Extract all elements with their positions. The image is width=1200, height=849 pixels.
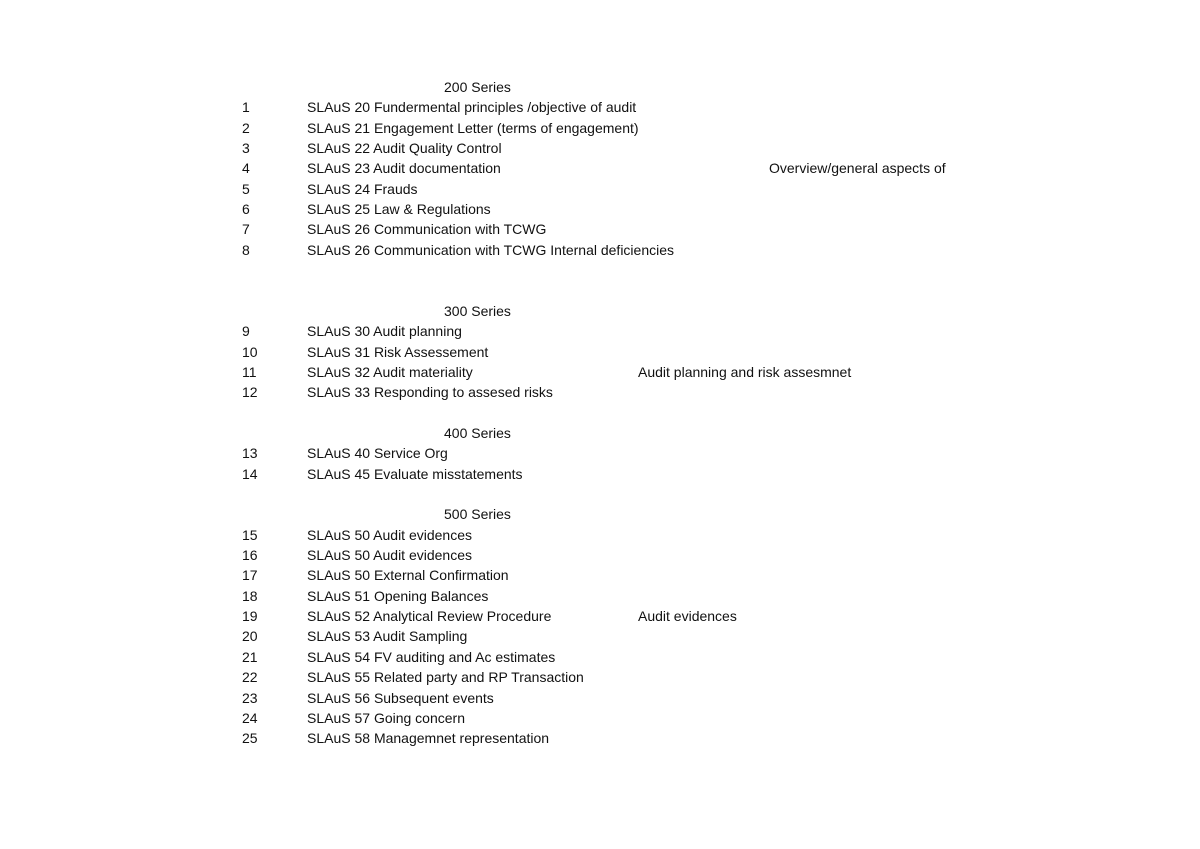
- item-standard: SLAuS 50 External Confirmation: [307, 567, 509, 583]
- item-number: 15: [242, 527, 258, 543]
- item-standard: SLAuS 31 Risk Assessement: [307, 344, 489, 360]
- item-number: 23: [242, 690, 258, 706]
- item-standard: SLAuS 45 Evaluate misstatements: [307, 466, 523, 482]
- item-standard: SLAuS 26 Communication with TCWG Internal deficiencies: [307, 242, 675, 258]
- item-standard: SLAuS 58 Managemnet representation: [307, 730, 550, 746]
- item-number: 2: [242, 120, 250, 136]
- item-standard: SLAuS 23 Audit documentation: [307, 160, 501, 176]
- item-number: 10: [242, 344, 258, 360]
- item-number: 16: [242, 547, 258, 563]
- item-standard: SLAuS 50 Audit evidences: [307, 547, 473, 563]
- item-number: 11: [242, 364, 257, 380]
- item-standard: SLAuS 56 Subsequent events: [307, 690, 494, 706]
- item-number: 6: [242, 201, 250, 217]
- series-500-heading: 500 Series: [444, 506, 511, 522]
- item-number: 9: [242, 323, 250, 339]
- item-number: 3: [242, 140, 250, 156]
- item-standard: SLAuS 33 Responding to assesed risks: [307, 384, 553, 400]
- item-standard: SLAuS 51 Opening Balances: [307, 588, 489, 604]
- item-number: 17: [242, 567, 258, 583]
- item-number: 24: [242, 710, 258, 726]
- item-standard: SLAuS 53 Audit Sampling: [307, 628, 468, 644]
- item-standard: SLAuS 52 Analytical Review Procedure: [307, 608, 552, 624]
- item-standard: SLAuS 25 Law & Regulations: [307, 201, 491, 217]
- item-standard: SLAuS 20 Fundermental principles /objective of audit: [307, 99, 637, 115]
- item-number: 20: [242, 628, 258, 644]
- item-standard: SLAuS 26 Communication with TCWG: [307, 221, 547, 237]
- series-300-heading: 300 Series: [444, 303, 511, 319]
- series-500-note: Audit evidences: [638, 608, 737, 624]
- item-standard: SLAuS 32 Audit materiality: [307, 364, 473, 380]
- item-number: 7: [242, 221, 250, 237]
- item-number: 18: [242, 588, 258, 604]
- series-400-heading: 400 Series: [444, 425, 511, 441]
- item-standard: SLAuS 54 FV auditing and Ac estimates: [307, 649, 556, 665]
- item-standard: SLAuS 50 Audit evidences: [307, 527, 473, 543]
- item-number: 14: [242, 466, 258, 482]
- item-number: 8: [242, 242, 250, 258]
- item-number: 12: [242, 384, 258, 400]
- item-number: 22: [242, 669, 258, 685]
- item-number: 4: [242, 160, 250, 176]
- series-200-note: Overview/general aspects of: [769, 160, 946, 176]
- item-standard: SLAuS 21 Engagement Letter (terms of engagement): [307, 120, 639, 136]
- item-number: 21: [242, 649, 258, 665]
- item-standard: SLAuS 40 Service Org: [307, 445, 448, 461]
- item-standard: SLAuS 24 Frauds: [307, 181, 418, 197]
- item-standard: SLAuS 55 Related party and RP Transaction: [307, 669, 584, 685]
- item-number: 13: [242, 445, 258, 461]
- item-standard: SLAuS 57 Going concern: [307, 710, 465, 726]
- item-number: 19: [242, 608, 258, 624]
- series-200-heading: 200 Series: [444, 79, 511, 95]
- item-number: 5: [242, 181, 250, 197]
- item-number: 25: [242, 730, 258, 746]
- item-standard: SLAuS 30 Audit planning: [307, 323, 462, 339]
- item-standard: SLAuS 22 Audit Quality Control: [307, 140, 502, 156]
- series-300-note: Audit planning and risk assesmnet: [638, 364, 852, 380]
- item-number: 1: [242, 99, 250, 115]
